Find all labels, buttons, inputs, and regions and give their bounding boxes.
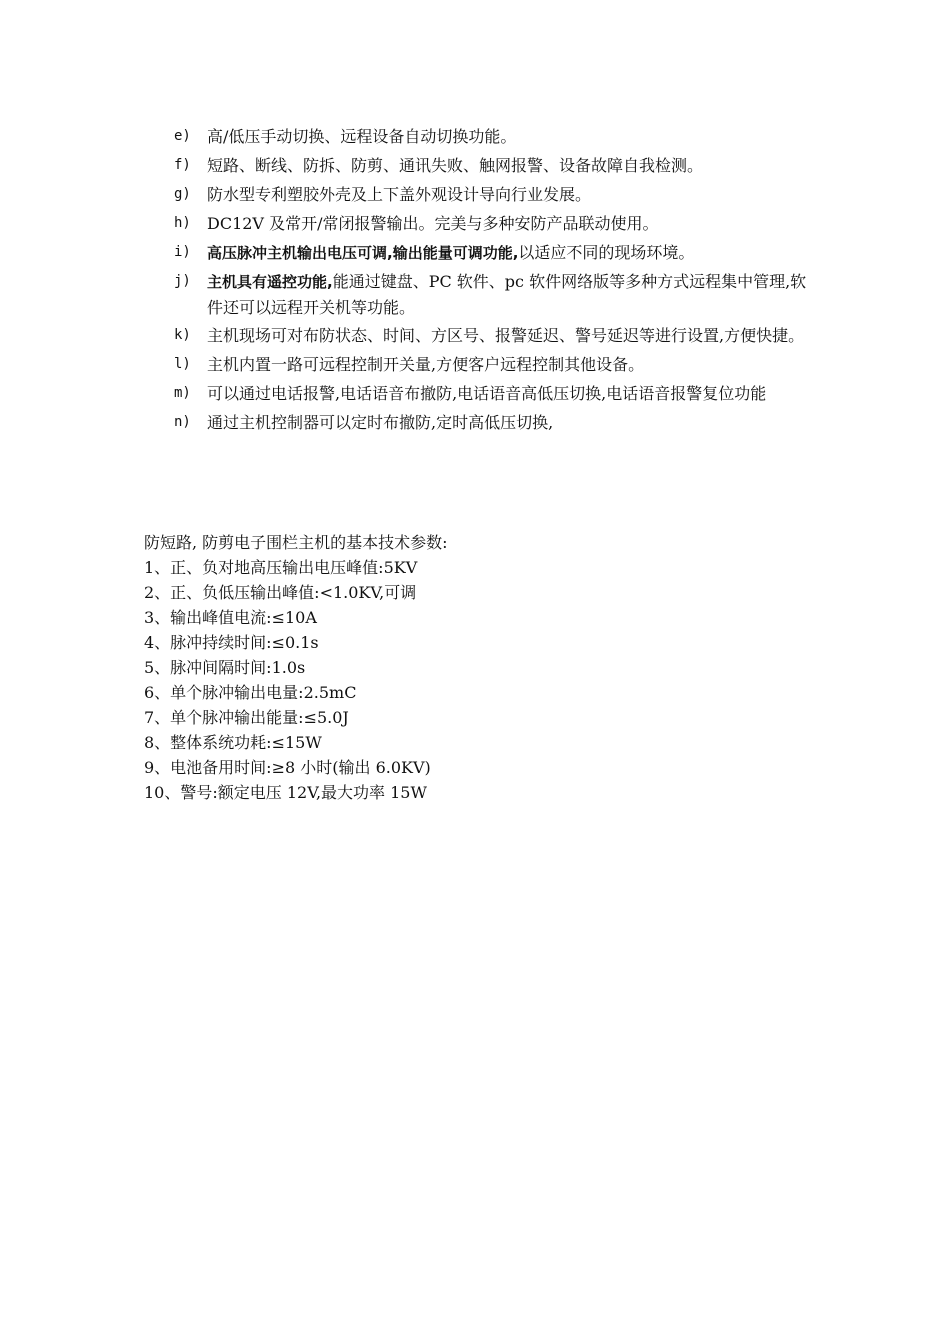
feature-text: 防水型专利塑胶外壳及上下盖外观设计导向行业发展。 bbox=[207, 185, 592, 204]
feature-item bbox=[174, 182, 814, 208]
feature-item bbox=[174, 240, 814, 266]
spec-item: 4、脉冲持续时间:≤0.1s bbox=[144, 633, 319, 652]
feature-text: 能通过键盘、PC 软件、pc 软件网络版等多种方式远程集中管理,软件还可以远程开关机等功能。 bbox=[207, 272, 807, 317]
feature-marker: m) bbox=[174, 385, 191, 401]
feature-marker: e) bbox=[174, 128, 191, 144]
feature-item bbox=[174, 124, 814, 150]
spec-item: 8、整体系统功耗:≤15W bbox=[144, 733, 322, 752]
spec-item: 1、正、负对地高压输出电压峰值:5KV bbox=[144, 558, 418, 577]
feature-text: 以适应不同的现场环境。 bbox=[518, 243, 695, 262]
feature-marker: h) bbox=[174, 215, 191, 231]
spec-item: 10、警号:额定电压 12V,最大功率 15W bbox=[144, 783, 427, 802]
feature-marker: k) bbox=[174, 327, 191, 343]
spec-heading: 防短路, 防剪电子围栏主机的基本技术参数: bbox=[144, 533, 448, 552]
feature-marker: l) bbox=[174, 356, 191, 372]
feature-item bbox=[174, 410, 814, 436]
spec-section bbox=[144, 530, 824, 805]
spec-item: 3、输出峰值电流:≤10A bbox=[144, 608, 317, 627]
feature-item bbox=[174, 153, 814, 179]
spec-item: 6、单个脉冲输出电量:2.5mC bbox=[144, 683, 357, 702]
spec-list bbox=[144, 555, 824, 805]
feature-text: 通过主机控制器可以定时布撤防,定时高低压切换, bbox=[207, 413, 554, 432]
spec-item: 2、正、负低压输出峰值:<1.0KV,可调 bbox=[144, 583, 417, 602]
feature-bold-text: 主机具有遥控功能, bbox=[207, 273, 333, 291]
feature-item bbox=[174, 381, 814, 407]
feature-text: 主机内置一路可远程控制开关量,方便客户远程控制其他设备。 bbox=[207, 355, 645, 374]
feature-item bbox=[174, 352, 814, 378]
feature-text: 可以通过电话报警,电话语音布撤防,电话语音高低压切换,电话语音报警复位功能 bbox=[207, 384, 767, 403]
feature-item bbox=[174, 323, 814, 349]
feature-list bbox=[174, 124, 814, 439]
spec-item: 5、脉冲间隔时间:1.0s bbox=[144, 658, 306, 677]
feature-bold-text: 高压脉冲主机输出电压可调,输出能量可调功能, bbox=[207, 244, 519, 262]
feature-marker: n) bbox=[174, 414, 191, 430]
feature-marker: f) bbox=[174, 157, 191, 173]
feature-text: 主机现场可对布防状态、时间、方区号、报警延迟、警号延迟等进行设置,方便快捷。 bbox=[207, 326, 805, 345]
feature-text: 高/低压手动切换、远程设备自动切换功能。 bbox=[207, 127, 517, 146]
spec-item: 9、电池备用时间:≥8 小时(输出 6.0KV) bbox=[144, 758, 431, 777]
feature-marker: j) bbox=[174, 273, 191, 289]
spec-item: 7、单个脉冲输出能量:≤5.0J bbox=[144, 708, 349, 727]
feature-marker: g) bbox=[174, 186, 191, 202]
feature-item bbox=[174, 269, 814, 320]
feature-marker: i) bbox=[174, 244, 191, 260]
feature-text: DC12V 及常开/常闭报警输出。完美与多种安防产品联动使用。 bbox=[207, 214, 659, 233]
feature-item bbox=[174, 211, 814, 237]
feature-text: 短路、断线、防拆、防剪、通讯失败、触网报警、设备故障自我检测。 bbox=[207, 156, 704, 175]
